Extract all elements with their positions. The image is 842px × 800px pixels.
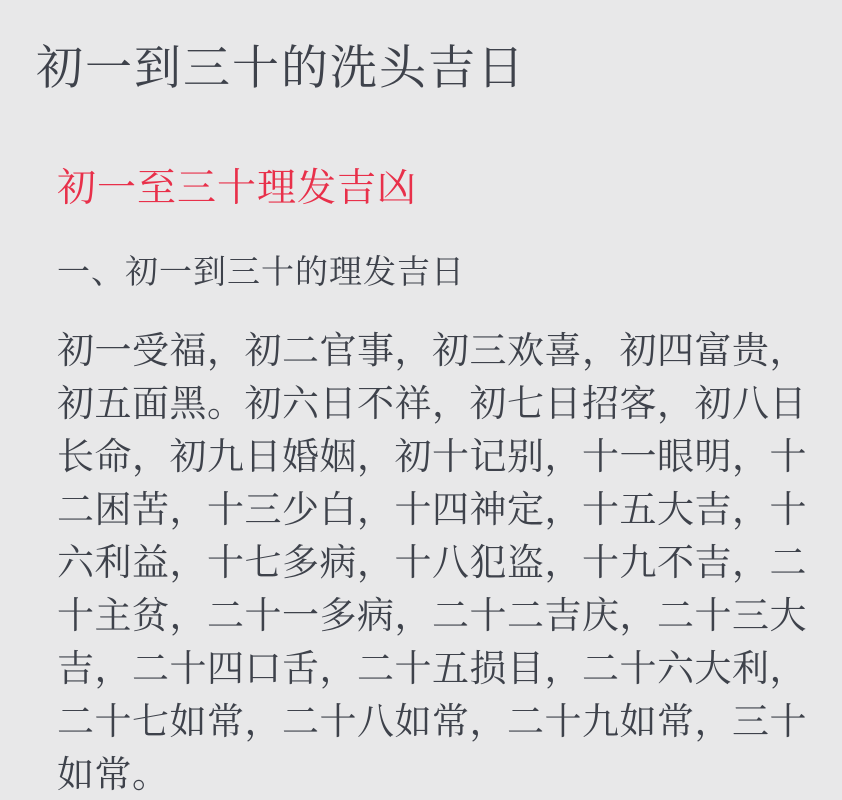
paragraph-line: 初一受福，初二官事，初三欢喜，初四富贵， <box>57 330 807 371</box>
paragraph-line: 二困苦，十三少白，十四神定，十五大吉，十 <box>57 489 807 530</box>
page-title: 初一到三十的洗头吉日 <box>36 41 526 94</box>
section-heading: 初一至三十理发吉凶 <box>57 167 418 210</box>
subsection-heading: 一、初一到三十的理发吉日 <box>57 253 465 290</box>
paragraph-line: 吉，二十四口舌，二十五损目，二十六大利， <box>57 648 807 689</box>
paragraph-line: 长命，初九日婚姻，初十记别，十一眼明，十 <box>57 436 807 477</box>
paragraph-line: 如常。 <box>57 754 170 795</box>
paragraph-line: 十主贫，二十一多病，二十二吉庆，二十三大 <box>57 595 807 636</box>
paragraph-line: 二十七如常，二十八如常，二十九如常，三十 <box>57 701 807 742</box>
paragraph-line: 初五面黑。初六日不祥，初七日招客，初八日 <box>57 383 807 424</box>
body-paragraph <box>57 324 807 800</box>
paragraph-line: 六利益，十七多病，十八犯盗，十九不吉，二 <box>57 542 807 583</box>
